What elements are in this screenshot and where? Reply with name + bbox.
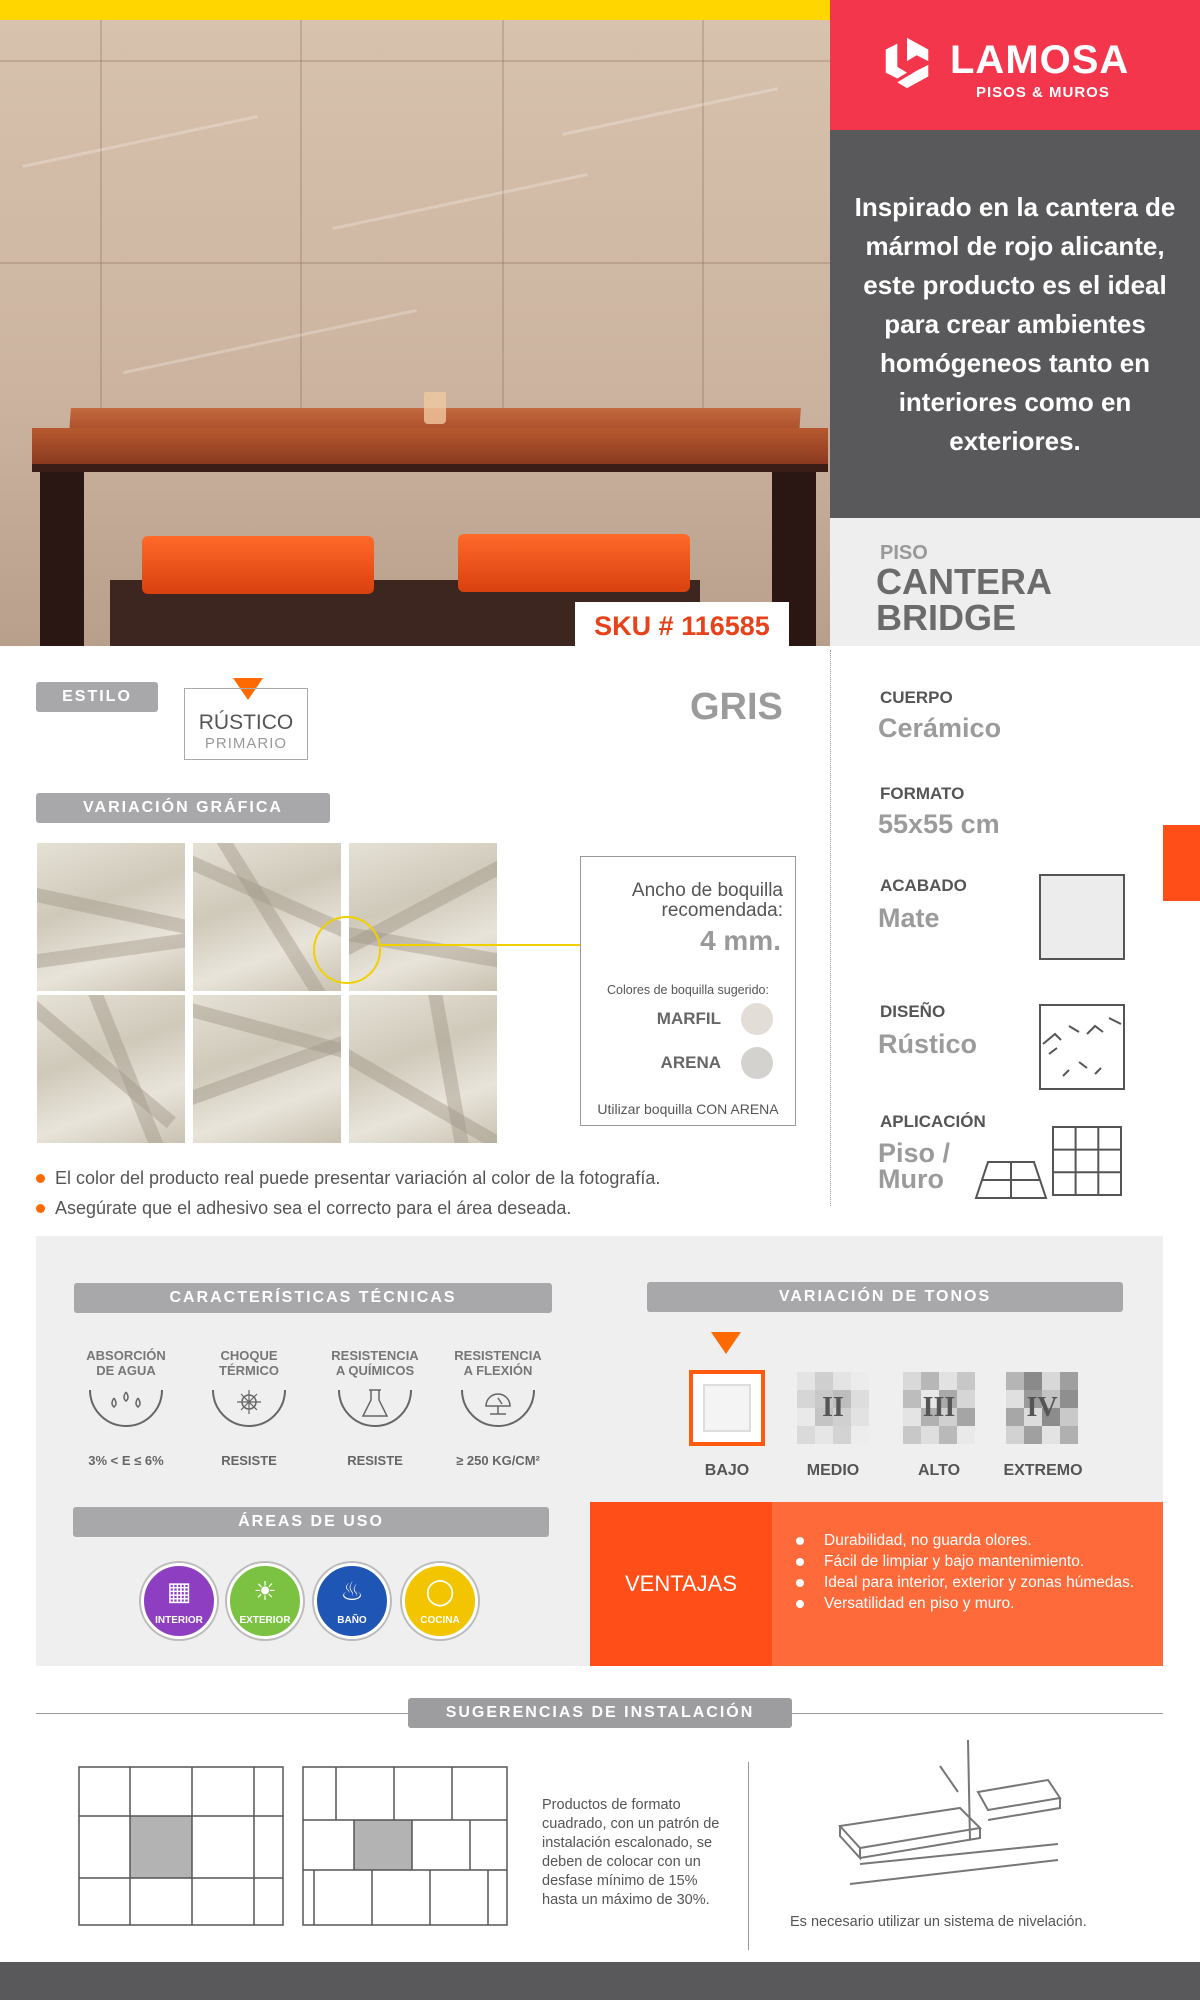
grout-color-row <box>581 1047 795 1079</box>
advantages-title: VENTAJAS <box>590 1502 772 1666</box>
grout-note: Utilizar boquilla CON ARENA <box>597 1101 779 1117</box>
weight-gauge-icon <box>460 1388 536 1438</box>
tech-item-header: RESISTENCIA A FLEXIÓN <box>454 1348 542 1378</box>
sku-badge: SKU # 116585 <box>575 602 789 646</box>
side-accent-tab <box>1163 825 1200 901</box>
bullet-dot <box>36 1174 45 1183</box>
graphic-variation-label: VARIACIÓN GRÁFICA <box>36 793 330 823</box>
product-title-line2: BRIDGE <box>876 597 1017 638</box>
spec-application-value <box>878 1140 950 1192</box>
table-top <box>32 428 828 472</box>
area-exterior <box>227 1563 303 1639</box>
floor-tiles-icon <box>974 1160 1048 1200</box>
spec-application-line2: Muro <box>878 1164 944 1194</box>
tech-item-header: CHOQUE TÉRMICO <box>219 1348 279 1378</box>
grout-color-row <box>581 1003 795 1035</box>
tone-label: ALTO <box>917 1462 961 1479</box>
note-item <box>36 1168 660 1189</box>
tone-label: EXTREMO <box>1003 1462 1083 1479</box>
style-box <box>184 688 308 760</box>
advantage-item: Durabilidad, no guarda olores. <box>794 1530 1151 1551</box>
hero-photo <box>0 20 830 646</box>
style-sub: PRIMARIO <box>204 735 288 752</box>
tone-numeral: III <box>922 1392 956 1423</box>
areas-title: ÁREAS DE USO <box>73 1507 549 1537</box>
tone-box-medio <box>797 1372 869 1444</box>
area-interior <box>141 1563 217 1639</box>
tech-item-thermal <box>194 1348 304 1468</box>
area-bano <box>314 1563 390 1639</box>
note-item <box>36 1198 571 1219</box>
tile-joint <box>0 262 830 264</box>
spec-body-value: Cerámico <box>878 713 1002 743</box>
tech-item-value: RESISTE <box>347 1453 403 1468</box>
sun-cloud-icon: ☀ <box>253 1576 277 1606</box>
glass <box>424 392 446 424</box>
water-drops-icon <box>88 1388 164 1438</box>
area-label: INTERIOR <box>155 1615 203 1626</box>
tile-joint <box>0 60 830 62</box>
note-text: El color del producto real puede presentar variación al color de la fotografía. <box>55 1168 661 1188</box>
bathtub-icon: ♨ <box>340 1576 364 1606</box>
spec-format-value: 55x55 cm <box>878 809 1000 839</box>
tone-box-alto <box>903 1372 975 1444</box>
grout-width-label-line2: recomendada: <box>661 900 783 921</box>
orange-cushion <box>458 534 690 592</box>
tech-item-value: ≥ 250 KG/CM² <box>456 1453 540 1468</box>
area-label: EXTERIOR <box>239 1615 291 1626</box>
tech-item-value: 3% < E ≤ 6% <box>88 1453 164 1468</box>
grout-width-label-line1: Ancho de boquilla <box>631 880 783 901</box>
grout-color-name: ARENA <box>660 1053 721 1072</box>
installation-text: Productos de formato cuadrado, con un patrón de instalación escalonado, se deben de colocar con un desfase mínimo de 15% hasta un máximo de 30%. <box>542 1797 720 1908</box>
tech-item-chemical <box>320 1348 430 1468</box>
marble-vein <box>333 173 588 230</box>
grout-width-label <box>632 881 783 921</box>
tone-label: BAJO <box>704 1462 750 1479</box>
grout-width-value: 4 mm. <box>700 925 781 956</box>
grout-highlight-circle <box>313 916 381 984</box>
style-label: ESTILO <box>36 682 158 712</box>
footer-bar <box>0 1962 1200 2000</box>
advantage-item: Fácil de limpiar y bajo mantenimiento. <box>794 1551 1151 1572</box>
marble-vein <box>562 87 778 136</box>
tone-box-bajo <box>689 1370 765 1446</box>
note-text: Asegúrate que el adhesivo sea el correcto para el área deseada. <box>55 1198 572 1218</box>
product-name-panel <box>830 518 1200 646</box>
tone-selected-marker-icon <box>711 1332 741 1354</box>
advantage-item: Versatilidad en piso y muro. <box>794 1593 1151 1614</box>
orange-cushion <box>142 536 374 594</box>
tech-item-header: ABSORCIÓN DE AGUA <box>86 1348 166 1378</box>
spec-format-label: FORMATO <box>880 784 965 803</box>
installation-note: Es necesario utilizar un sistema de nivelación. <box>790 1914 1087 1930</box>
grout-color-swatch <box>741 1003 773 1035</box>
matte-finish-icon <box>1039 874 1125 960</box>
staggered-pattern-diagram <box>78 1766 284 1926</box>
column-divider <box>830 650 831 1206</box>
variation-tile <box>37 843 185 991</box>
spec-finish-label: ACABADO <box>880 876 967 895</box>
spec-design-label: DISEÑO <box>880 1002 946 1021</box>
lamosa-logo-icon <box>878 34 936 92</box>
color-name: GRIS <box>690 686 783 728</box>
advantages-list <box>772 1502 1163 1666</box>
tech-item-flexion <box>443 1348 553 1468</box>
tone-numeral: IV <box>1026 1392 1058 1423</box>
leveling-system-illustration <box>830 1736 1064 1896</box>
spec-design-value: Rústico <box>878 1029 978 1059</box>
wall-tiles-icon <box>1052 1126 1122 1196</box>
installation-title: SUGERENCIAS DE INSTALACIÓN <box>408 1698 792 1728</box>
advantage-item: Ideal para interior, exterior y zonas húmedas. <box>794 1572 1151 1593</box>
marble-vein <box>22 115 257 168</box>
product-title-line1: CANTERA <box>876 561 1052 602</box>
tone-label: MEDIO <box>806 1462 860 1479</box>
product-title <box>876 561 1052 638</box>
tones-title: VARIACIÓN DE TONOS <box>647 1282 1123 1312</box>
table-leg <box>40 472 84 646</box>
variation-tile <box>349 995 497 1143</box>
spec-application-label: APLICACIÓN <box>880 1112 986 1131</box>
tech-item-value: RESISTE <box>221 1453 277 1468</box>
variation-tile <box>193 995 341 1143</box>
grout-color-name: MARFIL <box>656 1009 721 1028</box>
armchair-icon: ▦ <box>166 1576 192 1606</box>
installation-divider <box>748 1762 749 1950</box>
style-value: RÚSTICO <box>198 711 294 734</box>
tech-item-absorption <box>71 1348 181 1468</box>
grout-color-swatch <box>741 1047 773 1079</box>
technical-title: CARACTERÍSTICAS TÉCNICAS <box>74 1283 552 1313</box>
bullet-dot <box>36 1204 45 1213</box>
variation-tile <box>37 995 185 1143</box>
tile-joint <box>100 20 102 460</box>
grout-colors-label: Colores de boquilla sugerido: <box>607 983 769 997</box>
grout-info-box <box>580 856 796 1126</box>
product-category: PISO <box>880 542 928 564</box>
rustic-design-icon <box>1039 1004 1125 1090</box>
product-description: Inspirado en la cantera de mármol de rojo alicante, este producto es el ideal para crear ambientes homógeneos tanto en interiores como en exteriores. <box>854 191 1176 456</box>
tile-joint <box>300 20 302 460</box>
brand-name: LAMOSA <box>950 38 1130 82</box>
product-description-panel <box>830 130 1200 518</box>
sun-snow-icon <box>211 1388 287 1438</box>
brand-header <box>830 0 1200 130</box>
marble-vein <box>123 309 417 374</box>
tone-box-extremo <box>1006 1372 1078 1444</box>
area-cocina <box>402 1563 478 1639</box>
tech-item-header: RESISTENCIA A QUÍMICOS <box>331 1348 419 1378</box>
flask-icon <box>337 1388 413 1438</box>
tile-joint <box>702 20 704 460</box>
spec-body-label: CUERPO <box>880 688 953 707</box>
top-accent-bar <box>0 0 830 20</box>
offset-pattern-diagram <box>302 1766 508 1926</box>
brand-tagline: PISOS & MUROS <box>976 84 1110 101</box>
spec-finish-value: Mate <box>878 903 940 933</box>
spec-application-line1: Piso / <box>878 1138 951 1168</box>
plate-cutlery-icon: ◯ <box>425 1576 455 1606</box>
area-label: COCINA <box>420 1615 460 1626</box>
area-label: BAÑO <box>337 1615 367 1626</box>
tone-numeral: II <box>822 1392 844 1423</box>
tile-joint <box>502 20 504 460</box>
